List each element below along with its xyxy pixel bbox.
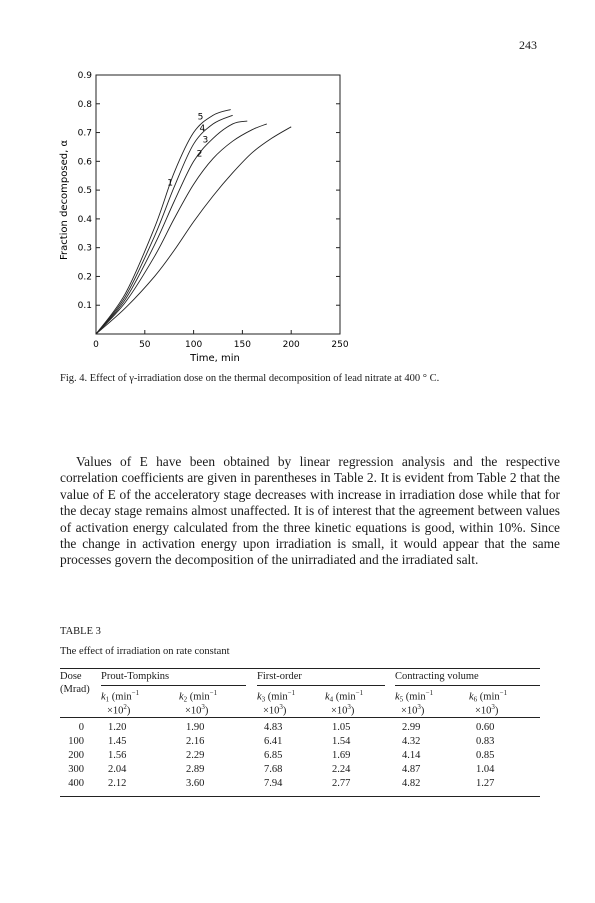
y-tick-label: 0.8 bbox=[77, 99, 92, 110]
value-cell: 1.20 bbox=[108, 722, 127, 733]
value-cell: 4.82 bbox=[402, 778, 421, 789]
series-label-4: 4 bbox=[199, 123, 206, 134]
value-cell: 4.83 bbox=[264, 722, 283, 733]
value-cell: 0.60 bbox=[476, 722, 495, 733]
column-scale-k1: $\times 10^2$) bbox=[107, 703, 131, 717]
group-rule-first-order bbox=[257, 685, 385, 686]
column-header-k2: $k_2$ ($\min^{-1}$ bbox=[179, 689, 218, 704]
column-scale-k2: $\times 10^3$) bbox=[185, 703, 209, 717]
value-cell: 4.14 bbox=[402, 750, 421, 761]
y-tick-label: 0.5 bbox=[77, 186, 92, 197]
value-cell: 2.04 bbox=[108, 764, 127, 775]
x-tick-label: 100 bbox=[185, 340, 203, 350]
value-cell: 2.89 bbox=[186, 764, 205, 775]
y-tick-label: 0.3 bbox=[77, 243, 92, 254]
value-cell: 4.32 bbox=[402, 736, 421, 747]
y-tick-label: 0.6 bbox=[77, 157, 92, 168]
series-label-5: 5 bbox=[197, 112, 204, 123]
chart-series bbox=[96, 110, 291, 334]
column-header-k6: $k_6$ ($\min^{-1}$ bbox=[469, 689, 508, 704]
value-cell: 7.68 bbox=[264, 764, 283, 775]
y-axis-label: Fraction decomposed, α bbox=[59, 139, 70, 261]
dose-cell: 400 bbox=[68, 778, 84, 789]
value-cell: 2.77 bbox=[332, 778, 351, 789]
dose-header: Dose bbox=[60, 671, 82, 682]
value-cell: 2.16 bbox=[186, 736, 205, 747]
column-header-k3: $k_3$ ($\min^{-1}$ bbox=[257, 689, 296, 704]
column-header-k5: $k_5$ ($\min^{-1}$ bbox=[395, 689, 434, 704]
y-tick-label: 0.1 bbox=[77, 301, 92, 312]
table-top-rule bbox=[60, 668, 540, 669]
value-cell: 1.05 bbox=[332, 722, 351, 733]
group-header-first-order: First-order bbox=[257, 671, 302, 682]
x-tick-label: 0 bbox=[93, 340, 99, 350]
table-header-rule bbox=[60, 717, 540, 718]
value-cell: 1.04 bbox=[476, 764, 495, 775]
value-cell: 2.99 bbox=[402, 722, 421, 733]
body-paragraph: Values of E have been obtained by linear regression analysis and the respective correlation coefficients are given in parentheses in Table 2. It is evident from Table 2 that the value of E of the acceleratory stage decreases with increase in irradiation dose while that for the decay stage remains almost unaffected. It is of interest that the agreement between values of activation energy calculated from the three kinetic equations is good, within 10%. Since the change in activation energy upon irradiation is small, it would appear that the same processes govern the decomposition of the unirradiated and the irradiated salt. bbox=[60, 454, 560, 568]
table-title: The effect of irradiation on rate constant bbox=[60, 646, 230, 657]
series-label-3: 3 bbox=[202, 135, 209, 146]
x-tick-label: 50 bbox=[139, 340, 151, 350]
series-line-5 bbox=[96, 110, 231, 334]
dose-cell: 300 bbox=[68, 764, 84, 775]
column-scale-k5: $\times 10^3$) bbox=[401, 703, 425, 717]
y-tick-label: 0.4 bbox=[77, 214, 92, 225]
dose-unit-header: (Mrad) bbox=[60, 684, 90, 695]
value-cell: 1.27 bbox=[476, 778, 495, 789]
x-tick-label: 250 bbox=[331, 340, 349, 350]
group-rule-prout bbox=[101, 685, 246, 686]
value-cell: 6.85 bbox=[264, 750, 283, 761]
value-cell: 2.12 bbox=[108, 778, 127, 789]
page-number: 243 bbox=[519, 38, 537, 52]
group-header-prout: Prout-Tompkins bbox=[101, 671, 170, 682]
table-bottom-rule bbox=[60, 796, 540, 797]
decomposition-chart bbox=[0, 0, 595, 372]
value-cell: 1.45 bbox=[108, 736, 127, 747]
dose-cell: 200 bbox=[68, 750, 84, 761]
column-scale-k3: $\times 10^3$) bbox=[263, 703, 287, 717]
column-scale-k6: $\times 10^3$) bbox=[475, 703, 499, 717]
x-tick-label: 200 bbox=[282, 340, 300, 350]
x-tick-label: 150 bbox=[233, 340, 251, 350]
column-header-k4: $k_4$ ($\min^{-1}$ bbox=[325, 689, 364, 704]
value-cell: 1.54 bbox=[332, 736, 351, 747]
plot-frame bbox=[96, 75, 340, 334]
group-header-contracting: Contracting volume bbox=[395, 671, 479, 682]
y-tick-label: 0.2 bbox=[77, 272, 92, 283]
figure-caption: Fig. 4. Effect of γ-irradiation dose on the thermal decomposition of lead nitrate at 400 ° C. bbox=[60, 373, 440, 384]
chart-series-labels bbox=[167, 112, 208, 188]
y-tick-label: 0.7 bbox=[77, 128, 92, 139]
series-label-2: 2 bbox=[196, 149, 203, 160]
chart-axes bbox=[96, 75, 340, 334]
column-scale-k4: $\times 10^3$) bbox=[331, 703, 355, 717]
group-rule-contracting bbox=[395, 685, 540, 686]
value-cell: 1.69 bbox=[332, 750, 351, 761]
value-cell: 0.83 bbox=[476, 736, 495, 747]
table-label: TABLE 3 bbox=[60, 626, 101, 637]
value-cell: 4.87 bbox=[402, 764, 421, 775]
column-header-k1: $k_1$ ($\min^{-1}$ bbox=[101, 689, 140, 704]
value-cell: 2.29 bbox=[186, 750, 205, 761]
x-axis-label: Time, min bbox=[190, 353, 240, 364]
chart-tick-labels bbox=[78, 71, 349, 350]
series-line-3 bbox=[96, 121, 247, 334]
value-cell: 1.90 bbox=[186, 722, 205, 733]
value-cell: 2.24 bbox=[332, 764, 351, 775]
value-cell: 7.94 bbox=[264, 778, 283, 789]
value-cell: 6.41 bbox=[264, 736, 283, 747]
y-tick-label: 0.9 bbox=[77, 71, 92, 81]
value-cell: 1.56 bbox=[108, 750, 127, 761]
series-label-1: 1 bbox=[167, 178, 174, 189]
dose-cell: 0 bbox=[78, 722, 84, 733]
value-cell: 0.85 bbox=[476, 750, 495, 761]
value-cell: 3.60 bbox=[186, 778, 205, 789]
dose-cell: 100 bbox=[68, 736, 84, 747]
